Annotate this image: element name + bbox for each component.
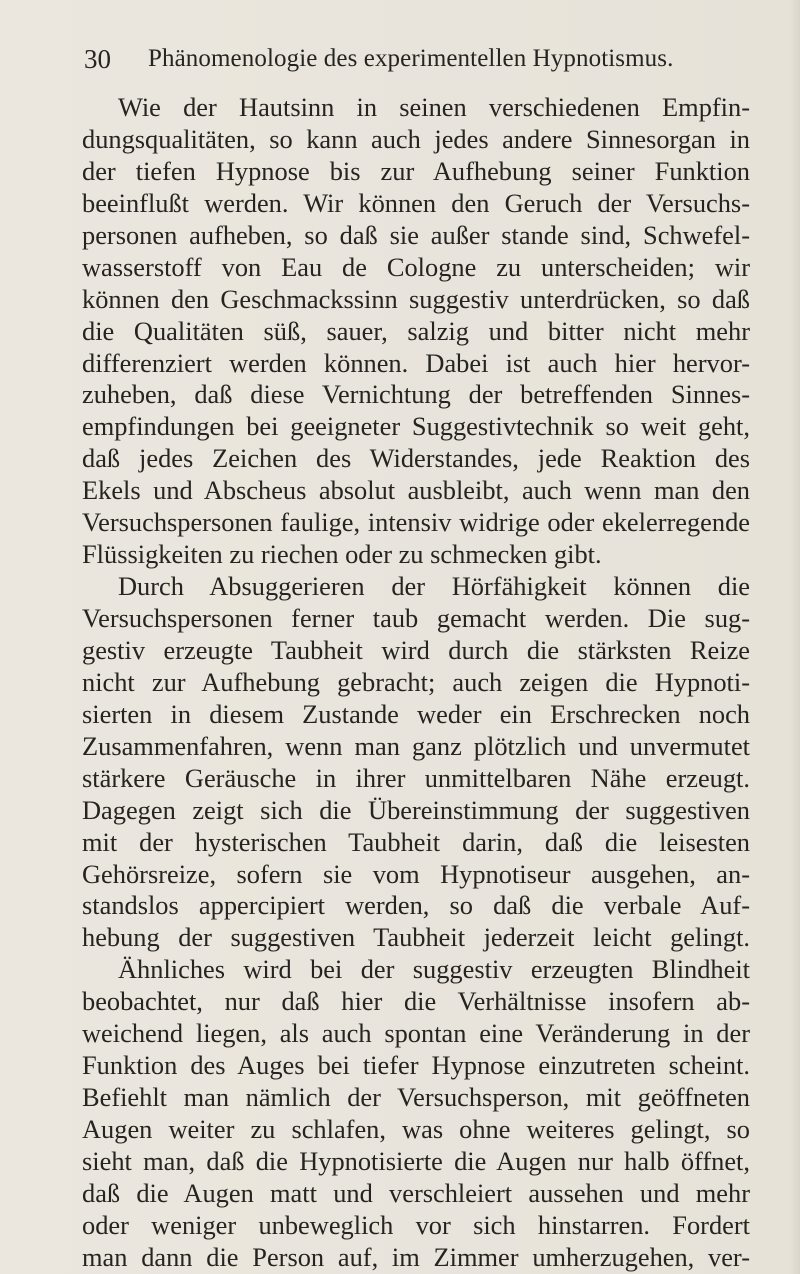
text-line: Flüssigkeiten zu riechen oder zu schmecken gibt. bbox=[82, 539, 602, 570]
body-text bbox=[82, 92, 750, 1274]
text-line: zuheben, daß diese Vernichtung der betreffenden Sinnes- bbox=[82, 379, 750, 410]
text-line: personen aufheben, so daß sie außer stande sind, Schwefel- bbox=[82, 219, 750, 250]
text-line: Versuchspersonen ferner taub gemacht werden. Die sug- bbox=[82, 603, 750, 633]
text-line: Dagegen zeigt sich die Übereinstimmung der suggestiven bbox=[82, 794, 750, 825]
text-line: nicht zur Aufhebung gebracht; auch zeigen die Hypnoti- bbox=[82, 666, 750, 697]
text-line: Ekels und Abscheus absolut ausbleibt, auch wenn man den bbox=[82, 475, 750, 506]
text-line: Durch Absuggerieren der Hörfähigkeit können die bbox=[118, 571, 750, 602]
text-line: können den Geschmackssinn suggestiv unterdrücken, so daß bbox=[82, 283, 750, 314]
text-line: die Qualitäten süß, sauer, salzig und bitter nicht mehr bbox=[82, 315, 750, 346]
running-title: Phänomenologie des experimentellen Hypnotismus. bbox=[148, 45, 674, 72]
text-line: hebung der suggestiven Taubheit jederzeit leicht gelingt. bbox=[82, 922, 750, 953]
text-line: der tiefen Hypnose bis zur Aufhebung seiner Funktion bbox=[82, 155, 750, 186]
text-line: beeinflußt werden. Wir können den Geruch der Versuchs- bbox=[82, 187, 750, 218]
text-line: Augen weiter zu schlafen, was ohne weiteres gelingt, so bbox=[82, 1114, 750, 1144]
text-line: standslos appercipiert werden, so daß die verbale Auf- bbox=[82, 890, 750, 921]
text-line: oder weniger unbeweglich vor sich hinstarren. Fordert bbox=[82, 1209, 750, 1240]
text-line: empfindungen bei geeigneter Suggestivtechnik so weit geht, bbox=[82, 411, 750, 442]
text-line: wasserstoff von Eau de Cologne zu unterscheiden; wir bbox=[82, 251, 750, 282]
text-line: Versuchspersonen faulige, intensiv widrige oder ekelerregende bbox=[82, 507, 750, 538]
text-line: stärkere Geräusche in ihrer unmittelbaren Nähe erzeugt. bbox=[82, 762, 750, 793]
text-line: daß die Augen matt und verschleiert aussehen und mehr bbox=[82, 1177, 750, 1208]
page-header bbox=[84, 42, 704, 76]
text-line: Funktion des Auges bei tiefer Hypnose einzutreten scheint. bbox=[82, 1050, 750, 1081]
page-number: 30 bbox=[84, 44, 111, 74]
text-line: Gehörsreize, sofern sie vom Hypnotiseur ausgehen, an- bbox=[82, 858, 750, 889]
text-line: man dann die Person auf, im Zimmer umherzugehen, ver- bbox=[82, 1241, 750, 1272]
text-line: daß jedes Zeichen des Widerstandes, jede Reaktion des bbox=[82, 443, 750, 474]
text-line: sieht man, daß die Hypnotisierte die Augen nur halb öffnet, bbox=[82, 1145, 750, 1176]
text-line: sierten in diesem Zustande weder ein Erschrecken noch bbox=[82, 698, 750, 729]
text-line: mit der hysterischen Taubheit darin, daß die leisesten bbox=[82, 826, 750, 857]
text-line: Wie der Hautsinn in seinen verschiedenen Empfin- bbox=[118, 92, 750, 122]
text-line: Zusammenfahren, wenn man ganz plötzlich und unvermutet bbox=[82, 730, 750, 761]
text-line: differenziert werden können. Dabei ist auch hier hervor- bbox=[82, 347, 750, 378]
text-line: beobachtet, nur daß hier die Verhältnisse insofern ab- bbox=[82, 986, 750, 1017]
text-line: gestiv erzeugte Taubheit wird durch die stärksten Reize bbox=[82, 634, 750, 665]
text-line: Ähnliches wird bei der suggestiv erzeugten Blindheit bbox=[118, 954, 750, 985]
text-line: Befiehlt man nämlich der Versuchsperson, mit geöffneten bbox=[82, 1082, 750, 1113]
text-line: dungsqualitäten, so kann auch jedes andere Sinnesorgan in bbox=[82, 123, 750, 154]
text-line: weichend liegen, als auch spontan eine Veränderung in der bbox=[82, 1018, 750, 1049]
page-edge-shadow bbox=[790, 0, 800, 1274]
